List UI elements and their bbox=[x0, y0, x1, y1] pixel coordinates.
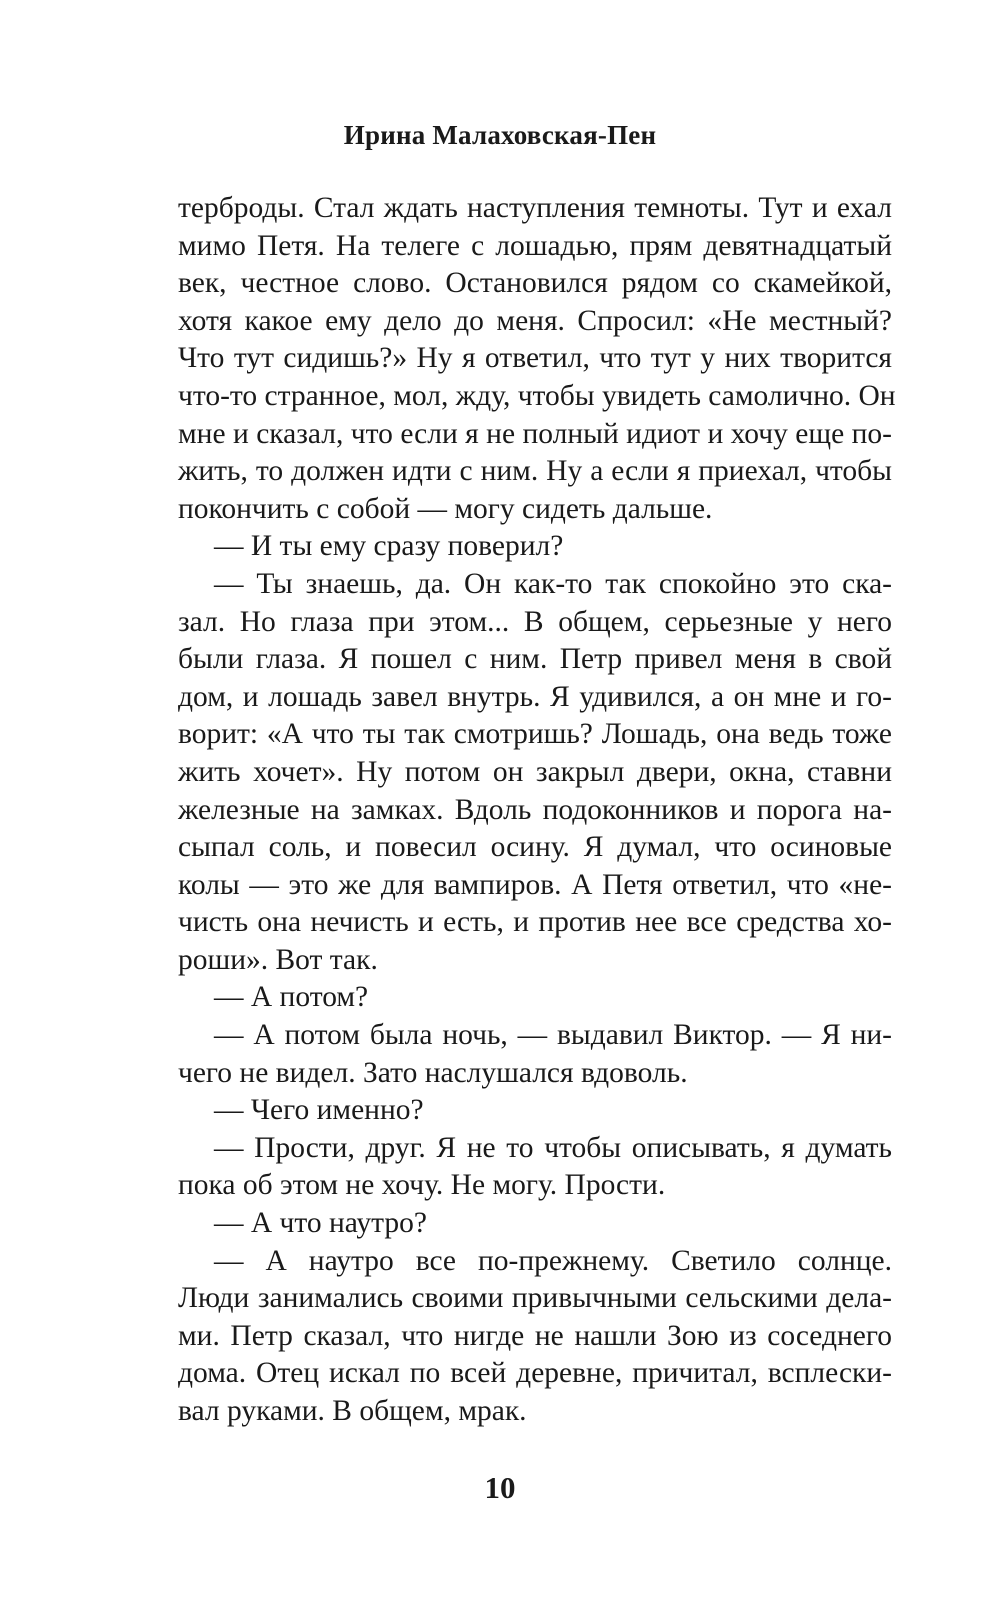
dialogue-line: — А наутро все по-прежнему. Светило солнце. bbox=[214, 1244, 892, 1277]
dialogue-line: — Ты знаешь, да. Он как-то так спокойно это ска- bbox=[214, 567, 892, 600]
text-line: дом, и лошадь завел внутрь. Я удивился, а он мне и го- bbox=[178, 680, 892, 713]
dialogue-line: — Прости, друг. Я не то чтобы описывать, я думать bbox=[214, 1131, 892, 1164]
text-line: Люди занимались своими привычными сельскими дела- bbox=[178, 1282, 892, 1315]
text-line: мимо Петя. На телеге с лошадью, прям девятнадцатый bbox=[178, 229, 892, 262]
body-text bbox=[178, 190, 896, 1431]
dialogue-line: — Чего именно? bbox=[214, 1094, 424, 1127]
dialogue-line: — А что наутро? bbox=[214, 1207, 427, 1240]
text-line: дома. Отец искал по всей деревне, причитал, всплески- bbox=[178, 1357, 892, 1390]
text-line: сыпал соль, и повесил осину. Я думал, что осиновые bbox=[178, 831, 892, 864]
text-line: колы — это же для вампиров. А Петя ответил, что «не- bbox=[178, 868, 892, 901]
text-line: покончить с собой — могу сидеть дальше. bbox=[178, 492, 713, 525]
page-number: 10 bbox=[484, 1470, 516, 1505]
text-line: что-то странное, мол, жду, чтобы увидеть самолично. Он bbox=[178, 379, 896, 412]
text-line: жить хочет». Ну потом он закрыл двери, окна, ставни bbox=[178, 755, 892, 788]
text-line: век, честное слово. Остановился рядом со скамейкой, bbox=[178, 267, 892, 300]
text-line: жить, то должен идти с ним. Ну а если я приехал, чтобы bbox=[178, 455, 892, 488]
text-line: были глаза. Я пошел с ним. Петр привел меня в свой bbox=[178, 643, 892, 676]
text-line: зал. Но глаза при этом... В общем, серьезные у него bbox=[178, 605, 892, 638]
text-line: пока об этом не хочу. Не могу. Прости. bbox=[178, 1169, 666, 1202]
dialogue-line: — А потом была ночь, — выдавил Виктор. — Я ни- bbox=[214, 1019, 892, 1052]
dialogue-line: — А потом? bbox=[214, 981, 369, 1014]
text-line: ми. Петр сказал, что нигде не нашли Зою из соседнего bbox=[178, 1319, 892, 1352]
text-line: ворит: «А что ты так смотришь? Лошадь, она ведь тоже bbox=[178, 718, 892, 751]
text-line: чисть она нечисть и есть, и против нее все средства хо- bbox=[178, 906, 892, 939]
text-line: мне и сказал, что если я не полный идиот и хочу еще по- bbox=[178, 417, 892, 450]
text-line: железные на замках. Вдоль подоконников и порога на- bbox=[178, 793, 892, 826]
text-line: Что тут сидишь?» Ну я ответил, что тут у них творится bbox=[178, 342, 892, 375]
dialogue-line: — И ты ему сразу поверил? bbox=[214, 530, 564, 563]
text-line: чего не видел. Зато наслушался вдоволь. bbox=[178, 1056, 688, 1089]
text-line: роши». Вот так. bbox=[178, 943, 378, 976]
text-line: терброды. Стал ждать наступления темноты. Тут и ехал bbox=[178, 192, 892, 224]
running-title: Ирина Малаховская-Пен bbox=[343, 120, 657, 150]
text-line: вал руками. В общем, мрак. bbox=[178, 1395, 527, 1427]
text-line: хотя какое ему дело до меня. Спросил: «Не местный? bbox=[178, 304, 892, 337]
